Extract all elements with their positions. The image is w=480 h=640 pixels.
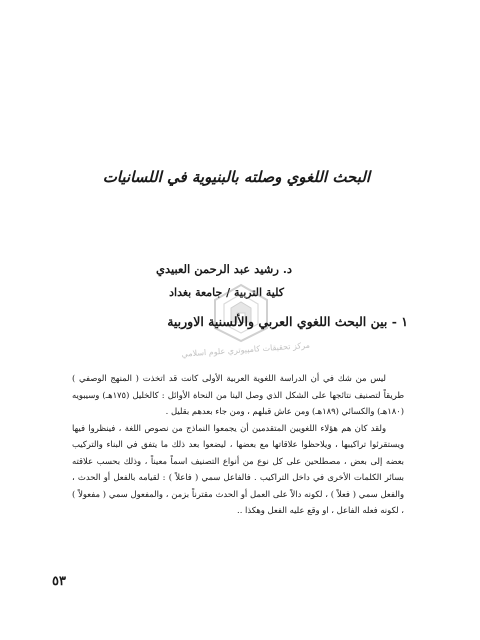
library-stamp-icon — [210, 282, 272, 344]
article-body — [72, 370, 404, 519]
body-paragraph: ولقد كان هم هؤلاء اللغويين المتقدمين أن يجمعوا النماذج من نصوص اللغة ، فينظروا فيها ويستقرئوا تراكيبها ، ويلاحظوا علاقاتها مع بعضها ، ليضعوا بعد ذلك ما يتفق في البناء والتركيب بعضه إلى بعض ، مصطلحين على كل نوع من أنواع التصنيف اسماً معيناً ، وذلك بحسب علاقته بسائر الكلمات الأخرى في داخل التراكيب . فالفاعل سمي ( فاعلاً ) : لقيامه بالفعل أو الحدث ، والفعل سمي ( فعلاً ) ، لكونه دالاً على العمل أو الحدث مقترناً بزمن ، والمفعول سمي ( مفعولاً ) ، لكونه فعله الفاعل ، او وقع عليه الفعل وهكذا .. — [72, 422, 404, 515]
watermark-text: مركز تحقيقات كامپيوتري علوم اسلامي — [181, 340, 311, 359]
article-title: البحث اللغوي وصلته بالبنيوية في اللسانيات — [102, 168, 370, 186]
page-number: ٥٣ — [52, 574, 66, 589]
body-paragraph: ليس من شك في أن الدراسة اللغوية العربية الأولى كانت قد اتخذت ( المنهج الوصفي ) طريقاً لتصنيف نتائجها على الشكل الذي وصل الينا من النحاة الأوائل : كالخليل (١٧٥هـ) وسيبويه (١٨٠هـ) والكسائي (١٨٩هـ) ومن عاش قبلهم ، ومن جاء بعدهم بقليل . — [72, 373, 404, 416]
author-affiliation: كلية التربية / جامعة بغداد — [169, 286, 284, 299]
section-heading: ١ - بين البحث اللغوي العربي والألسنية الاوربية — [167, 314, 408, 329]
author-name: د. رشيد عبد الرحمن العبيدي — [156, 262, 292, 276]
